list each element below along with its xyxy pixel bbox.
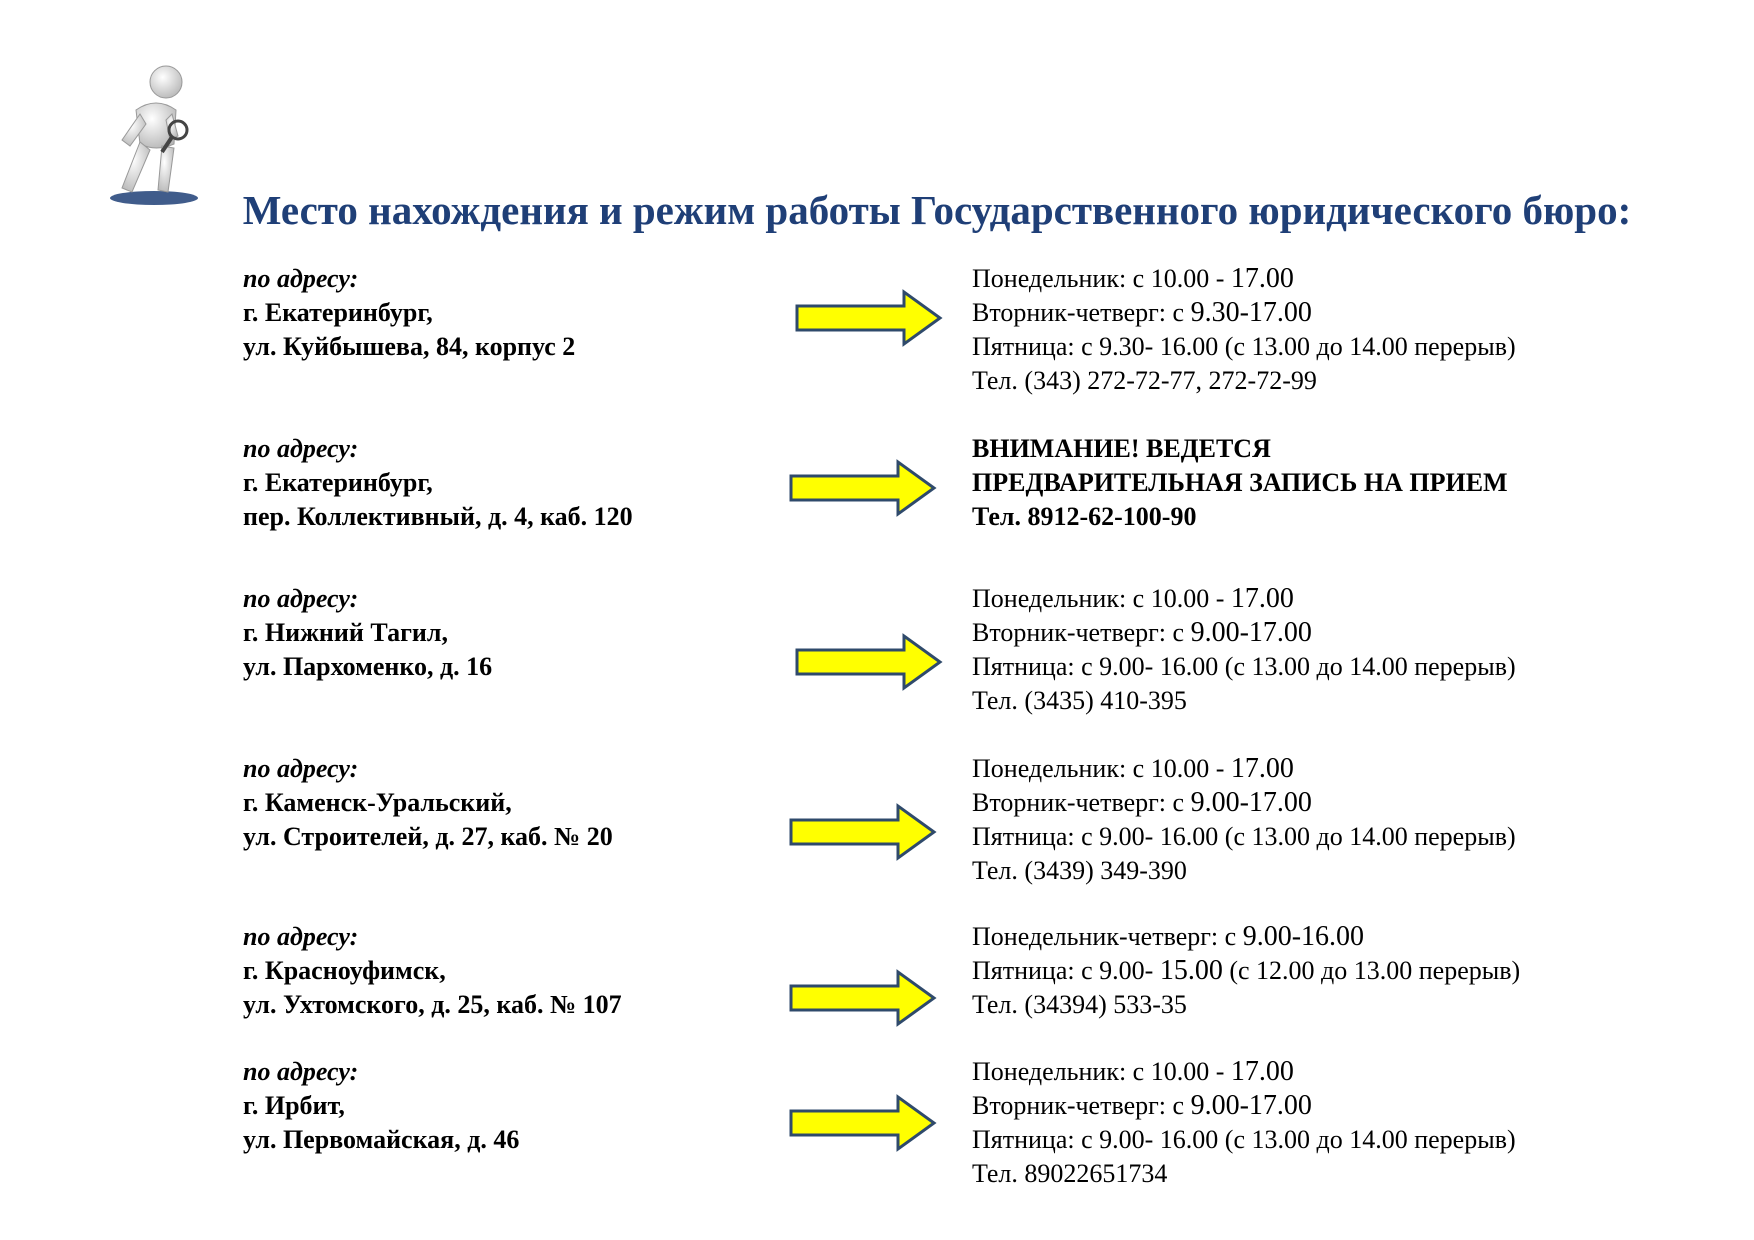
schedule-line bbox=[972, 920, 1520, 954]
office-schedule bbox=[972, 582, 1516, 718]
schedule-line bbox=[972, 1055, 1516, 1089]
schedule-line bbox=[972, 262, 1516, 296]
address-street: ул. Ухтомского, д. 25, каб. № 107 bbox=[243, 990, 622, 1019]
schedule-line bbox=[972, 954, 1520, 988]
schedule-line bbox=[972, 582, 1516, 616]
schedule-hours: 9.00-17.00 bbox=[1190, 617, 1312, 648]
schedule-text: Пятница: с 9.00- 16.00 (с 13.00 до 14.00 перерыв) bbox=[972, 822, 1516, 851]
schedule-line bbox=[972, 296, 1516, 330]
schedule-line bbox=[972, 854, 1516, 888]
address-city: г. Красноуфимск, bbox=[243, 956, 446, 985]
schedule-text: Тел. 89022651734 bbox=[972, 1159, 1168, 1188]
schedule-line bbox=[972, 988, 1520, 1022]
schedule-text: Понедельник: с 10.00 - bbox=[972, 754, 1231, 783]
schedule-text: Пятница: с 9.00- bbox=[972, 956, 1160, 985]
right-arrow-icon bbox=[794, 632, 944, 692]
address-city: г. Каменск-Уральский, bbox=[243, 788, 512, 817]
schedule-line bbox=[972, 466, 1508, 500]
address-city: г. Ирбит, bbox=[243, 1091, 345, 1120]
address-street: ул. Пархоменко, д. 16 bbox=[243, 652, 493, 681]
schedule-text: Вторник-четверг: с bbox=[972, 788, 1191, 817]
schedule-text: Понедельник: с 10.00 - bbox=[972, 264, 1231, 293]
page-title: Место нахождения и режим работы Государственного юридического бюро: bbox=[242, 187, 1632, 233]
office-schedule bbox=[972, 920, 1520, 1022]
schedule-line bbox=[972, 786, 1516, 820]
schedule-line bbox=[972, 820, 1516, 854]
address-city: г. Екатеринбург, bbox=[243, 468, 433, 497]
schedule-text: Тел. (3439) 349-390 bbox=[972, 856, 1187, 885]
right-arrow-icon bbox=[788, 458, 938, 518]
schedule-hours: 9.00-17.00 bbox=[1190, 1090, 1312, 1121]
schedule-text: Тел. (34394) 533-35 bbox=[972, 990, 1187, 1019]
schedule-text: Пятница: с 9.00- 16.00 (с 13.00 до 14.00 перерыв) bbox=[972, 652, 1516, 681]
schedule-line bbox=[972, 616, 1516, 650]
schedule-text: Понедельник-четверг: с bbox=[972, 922, 1243, 951]
schedule-line bbox=[972, 752, 1516, 786]
schedule-text: (с 12.00 до 13.00 перерыв) bbox=[1222, 956, 1521, 985]
office-address bbox=[243, 1055, 519, 1157]
schedule-text: Тел. (3435) 410-395 bbox=[972, 686, 1187, 715]
schedule-line bbox=[972, 684, 1516, 718]
schedule-text: Тел. (343) 272-72-77, 272-72-99 bbox=[972, 366, 1317, 395]
address-label: по адресу: bbox=[243, 1057, 359, 1086]
right-arrow-icon bbox=[794, 288, 944, 348]
address-city: г. Екатеринбург, bbox=[243, 298, 433, 327]
schedule-hours: 9.00-17.00 bbox=[1190, 787, 1312, 818]
schedule-text: Вторник-четверг: с bbox=[972, 1091, 1191, 1120]
address-city: г. Нижний Тагил, bbox=[243, 618, 448, 647]
right-arrow-icon bbox=[788, 802, 938, 862]
schedule-text: Понедельник: с 10.00 - bbox=[972, 1057, 1231, 1086]
address-street: ул. Первомайская, д. 46 bbox=[243, 1125, 520, 1154]
schedule-hours: 17.00 bbox=[1230, 1056, 1294, 1087]
address-street: ул. Куйбышева, 84, корпус 2 bbox=[243, 332, 576, 361]
schedule-text: ПРЕДВАРИТЕЛЬНАЯ ЗАПИСЬ НА ПРИЕМ bbox=[972, 468, 1508, 497]
schedule-hours: 17.00 bbox=[1230, 753, 1294, 784]
office-schedule bbox=[972, 752, 1516, 888]
office-schedule bbox=[972, 432, 1508, 534]
address-street: ул. Строителей, д. 27, каб. № 20 bbox=[243, 822, 613, 851]
schedule-line bbox=[972, 330, 1516, 364]
address-label: по адресу: bbox=[243, 584, 359, 613]
schedule-hours: 9.30-17.00 bbox=[1190, 297, 1312, 328]
address-label: по адресу: bbox=[243, 434, 359, 463]
office-address bbox=[243, 920, 622, 1022]
office-address bbox=[243, 262, 575, 364]
schedule-hours: 9.00-16.00 bbox=[1242, 921, 1365, 952]
schedule-text: ВНИМАНИЕ! ВЕДЕТСЯ bbox=[972, 434, 1271, 463]
office-address bbox=[243, 582, 492, 684]
schedule-line bbox=[972, 650, 1516, 684]
address-street: пер. Коллективный, д. 4, каб. 120 bbox=[243, 502, 633, 531]
schedule-hours: 15.00 bbox=[1159, 955, 1223, 986]
schedule-text: Вторник-четверг: с bbox=[972, 298, 1191, 327]
right-arrow-icon bbox=[788, 1093, 938, 1153]
schedule-text: Пятница: с 9.30- 16.00 (с 13.00 до 14.00 перерыв) bbox=[972, 332, 1516, 361]
schedule-line bbox=[972, 364, 1516, 398]
office-address bbox=[243, 752, 613, 854]
schedule-text: Тел. 8912-62-100-90 bbox=[972, 502, 1197, 531]
address-label: по адресу: bbox=[243, 754, 359, 783]
schedule-line bbox=[972, 500, 1508, 534]
office-schedule bbox=[972, 262, 1516, 398]
address-label: по адресу: bbox=[243, 922, 359, 951]
schedule-text: Понедельник: с 10.00 - bbox=[972, 584, 1231, 613]
schedule-hours: 17.00 bbox=[1230, 263, 1294, 294]
schedule-line bbox=[972, 1157, 1516, 1191]
right-arrow-icon bbox=[788, 968, 938, 1028]
schedule-line bbox=[972, 1089, 1516, 1123]
schedule-text: Вторник-четверг: с bbox=[972, 618, 1191, 647]
schedule-line bbox=[972, 432, 1508, 466]
address-label: по адресу: bbox=[243, 264, 359, 293]
schedule-line bbox=[972, 1123, 1516, 1157]
office-address bbox=[243, 432, 633, 534]
schedule-text: Пятница: с 9.00- 16.00 (с 13.00 до 14.00 перерыв) bbox=[972, 1125, 1516, 1154]
schedule-hours: 17.00 bbox=[1230, 583, 1294, 614]
office-schedule bbox=[972, 1055, 1516, 1191]
